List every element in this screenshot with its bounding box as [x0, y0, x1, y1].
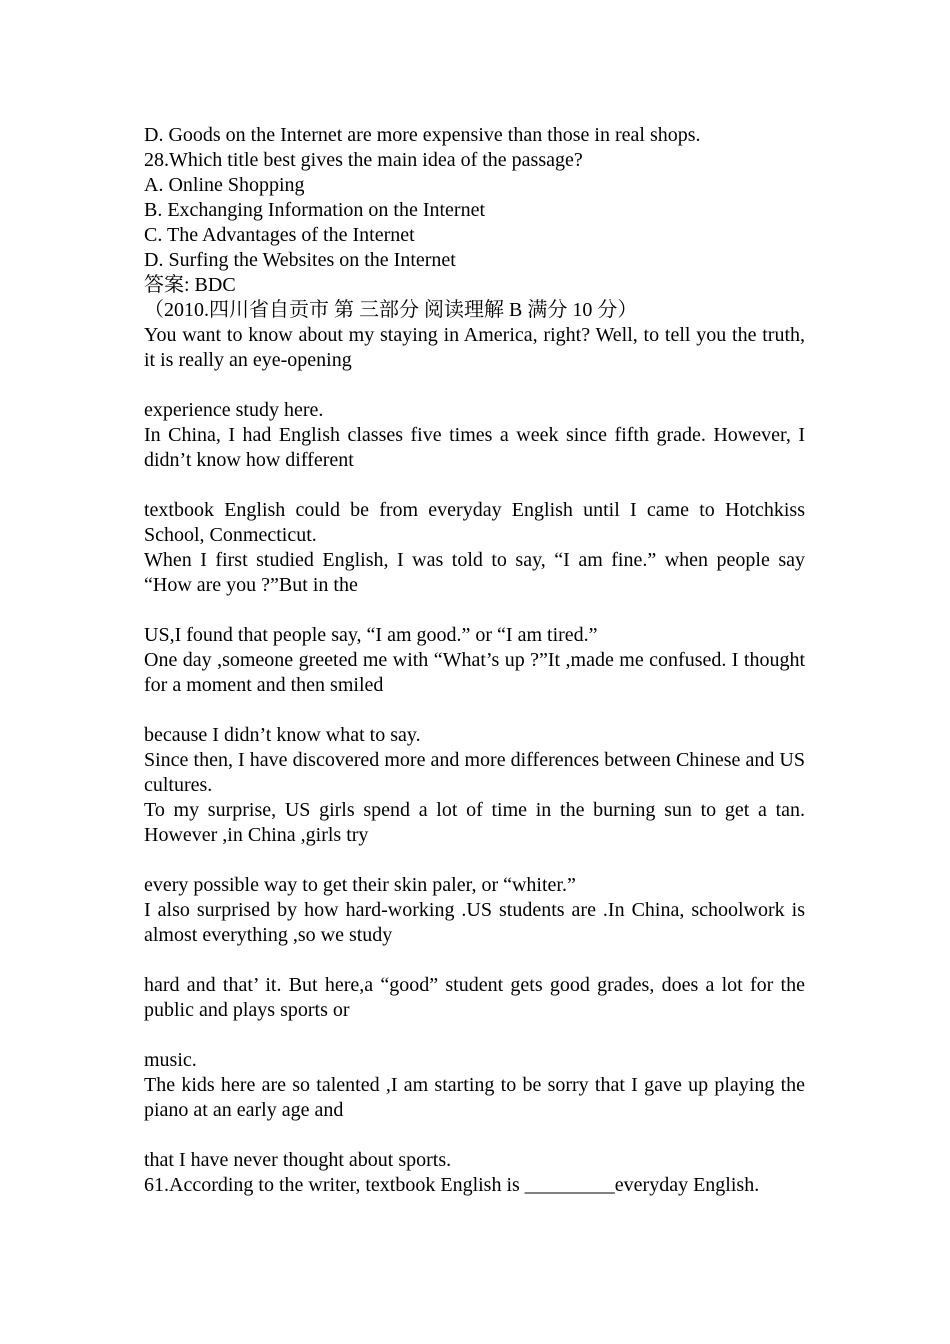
passage-paragraph: hard and that’ it. But here,a “good” student gets good grades, does a lot for the public and plays sports or — [144, 974, 805, 1021]
blank-line — [144, 948, 805, 973]
passage-paragraph: In China, I had English classes five times a week since fifth grade. However, I didn’t know how different — [144, 424, 805, 471]
passage-paragraph: textbook English could be from everyday English until I came to Hotchkiss School, Conmecticut. — [144, 499, 805, 546]
passage-paragraph: experience study here. — [144, 399, 324, 421]
blank-line — [144, 698, 805, 723]
option-d-goods: D. Goods on the Internet are more expensive than those in real shops. — [144, 124, 701, 146]
passage-paragraph: You want to know about my staying in America, right? Well, to tell you the truth, it is really an eye-opening — [144, 324, 805, 371]
passage-paragraph: The kids here are so talented ,I am starting to be sorry that I gave up playing the piano at an early age and — [144, 1074, 805, 1121]
option-a-online-shopping: A. Online Shopping — [144, 174, 305, 196]
document-page — [144, 123, 805, 1198]
passage-paragraph: I also surprised by how hard-working .US students are .In China, schoolwork is almost everything ,so we study — [144, 899, 805, 946]
passage-paragraph: To my surprise, US girls spend a lot of time in the burning sun to get a tan. However ,in China ,girls try — [144, 799, 805, 846]
question-61: 61.According to the writer, textbook English is _________everyday English. — [144, 1174, 760, 1196]
blank-line — [144, 1023, 805, 1048]
blank-line — [144, 473, 805, 498]
passage-paragraph: When I first studied English, I was told to say, “I am fine.” when people say “How are you ?”But in the — [144, 549, 805, 596]
option-b-exchanging: B. Exchanging Information on the Internet — [144, 199, 486, 221]
blank-line — [144, 373, 805, 398]
answer-key: 答案: BDC — [144, 274, 236, 296]
blank-line — [144, 848, 805, 873]
passage-paragraph: because I didn’t know what to say. — [144, 724, 421, 746]
passage-paragraph: US,I found that people say, “I am good.” or “I am tired.” — [144, 624, 598, 646]
passage-paragraph: One day ,someone greeted me with “What’s up ?”It ,made me confused. I thought for a moment and then smiled — [144, 649, 805, 696]
passage-paragraph: every possible way to get their skin paler, or “whiter.” — [144, 874, 576, 896]
option-c-advantages: C. The Advantages of the Internet — [144, 224, 415, 246]
source-heading: （2010.四川省自贡市 第 三部分 阅读理解 B 满分 10 分） — [144, 299, 638, 321]
passage-paragraph: music. — [144, 1049, 197, 1071]
passage-paragraph: that I have never thought about sports. — [144, 1149, 452, 1171]
question-28: 28.Which title best gives the main idea of the passage? — [144, 149, 583, 171]
blank-line — [144, 1123, 805, 1148]
blank-line — [144, 598, 805, 623]
option-d-surfing: D. Surfing the Websites on the Internet — [144, 249, 456, 271]
passage-paragraph: Since then, I have discovered more and more differences between Chinese and US cultures. — [144, 749, 805, 796]
